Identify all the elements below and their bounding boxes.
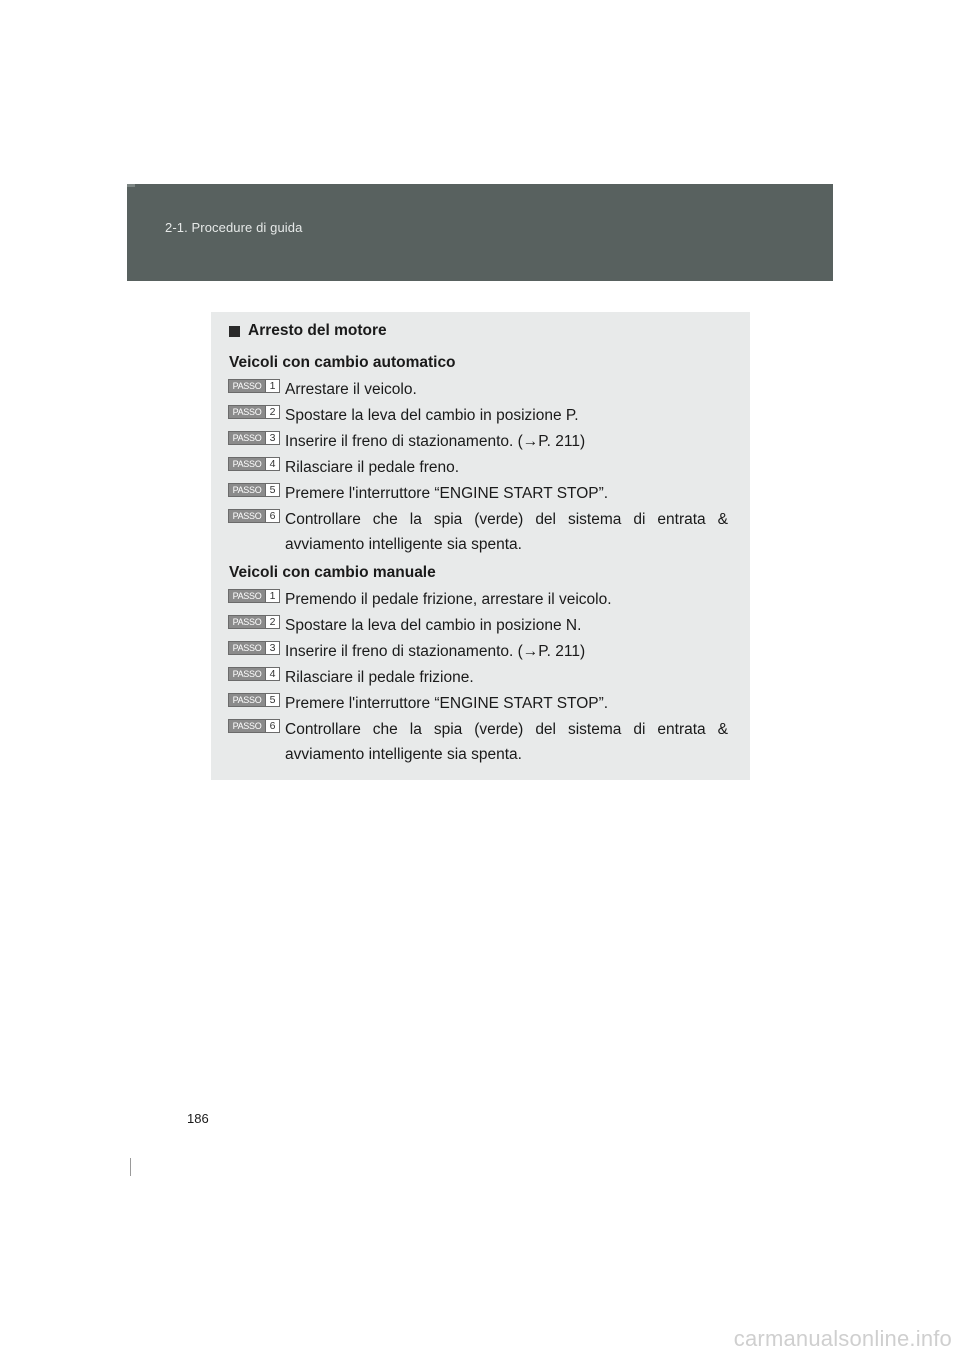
step-item [228, 403, 728, 428]
step-text: Inserire il freno di stazionamento. (→P. 211) [285, 643, 586, 660]
step-text: Premendo il pedale frizione, arrestare il veicolo. [285, 591, 612, 608]
step-badge-icon: PASSO 1 [228, 589, 280, 603]
step-badge-icon: PASSO 2 [228, 405, 280, 419]
margin-rule [130, 1158, 131, 1176]
step-item [228, 639, 728, 664]
step-badge-icon: PASSO 5 [228, 693, 280, 707]
step-text: Arrestare il veicolo. [285, 381, 417, 398]
step-badge-icon: PASSO 6 [228, 509, 280, 523]
step-badge-icon: PASSO 3 [228, 641, 280, 655]
step-text: Inserire il freno di stazionamento. (→P. 211) [285, 433, 586, 450]
step-badge-icon: PASSO 3 [228, 431, 280, 445]
step-item [228, 613, 728, 638]
step-badge-icon: PASSO 4 [228, 457, 280, 471]
step-text: Controllare che la spia (verde) del sistema di entrata & avviamento intelligente sia spenta. [285, 511, 728, 553]
group-title-manual: Veicoli con cambio manuale [229, 564, 436, 581]
step-item [228, 455, 728, 480]
step-text: Spostare la leva del cambio in posizione N. [285, 617, 582, 634]
step-badge-icon: PASSO 6 [228, 719, 280, 733]
step-item [228, 717, 728, 767]
step-badge-icon: PASSO 1 [228, 379, 280, 393]
step-badge-icon: PASSO 2 [228, 615, 280, 629]
step-text: Spostare la leva del cambio in posizione P. [285, 407, 579, 424]
step-item [228, 507, 728, 557]
watermark: carmanualsonline.info [733, 1326, 952, 1351]
header-corner-mark [127, 184, 135, 187]
page-number: 186 [187, 1111, 209, 1126]
step-text: Rilasciare il pedale frizione. [285, 669, 474, 686]
step-badge-icon: PASSO 5 [228, 483, 280, 497]
step-item [228, 665, 728, 690]
step-text: Rilasciare il pedale freno. [285, 459, 460, 476]
step-item [228, 691, 728, 716]
step-badge-icon: PASSO 4 [228, 667, 280, 681]
step-text: Premere l'interruttore “ENGINE START STOP”. [285, 695, 609, 712]
step-text: Premere l'interruttore “ENGINE START STOP”. [285, 485, 609, 502]
box-title-text: Arresto del motore [248, 322, 387, 339]
section-label: 2-1. Procedure di guida [165, 220, 303, 235]
step-item [228, 587, 728, 612]
box-title [229, 322, 387, 340]
step-item [228, 481, 728, 506]
group-title-automatic: Veicoli con cambio automatico [229, 354, 456, 371]
step-text: Controllare che la spia (verde) del sistema di entrata & avviamento intelligente sia spenta. [285, 721, 728, 763]
step-item [228, 429, 728, 454]
step-item [228, 377, 728, 402]
square-bullet-icon [229, 326, 240, 337]
